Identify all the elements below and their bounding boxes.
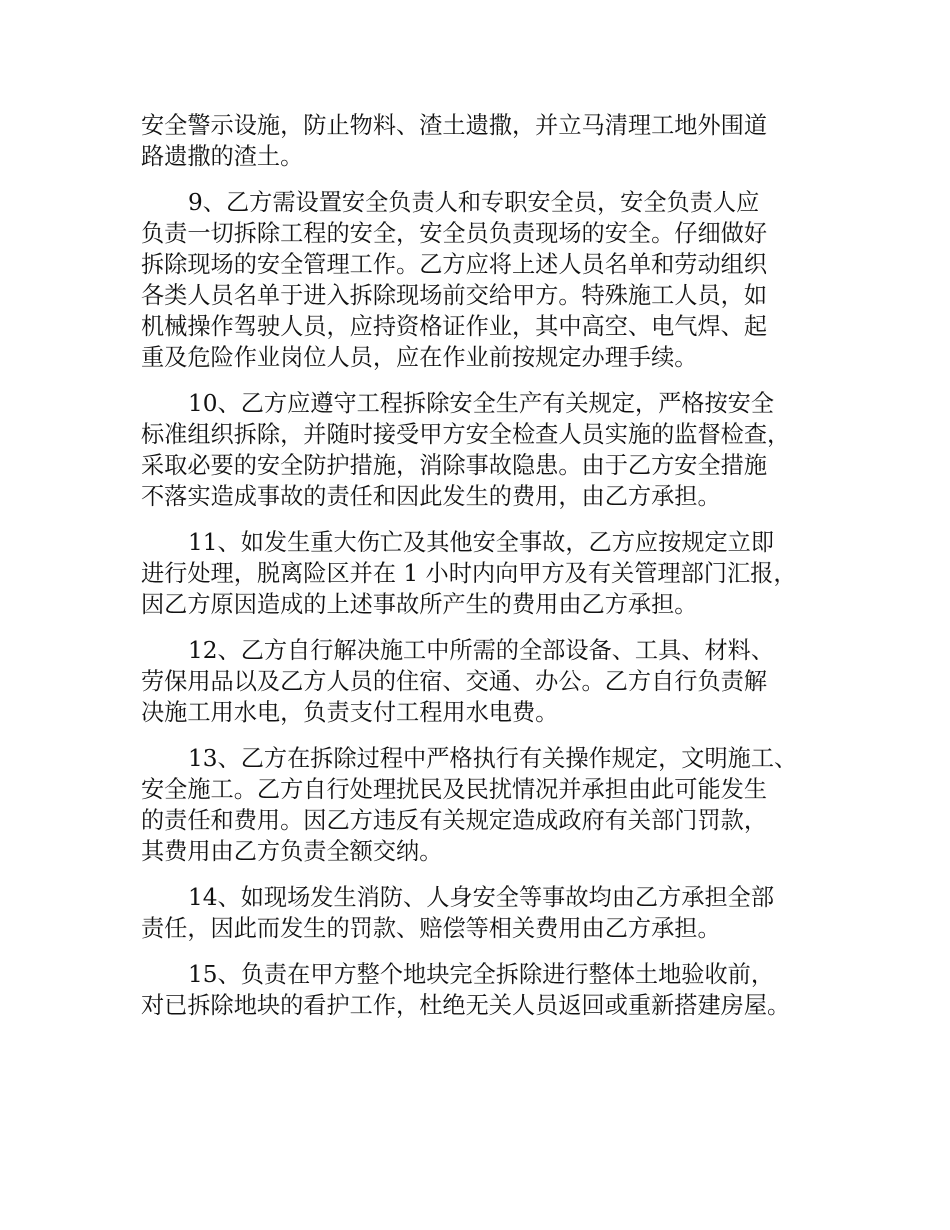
text-line: 14、如现场发生消防、人身安全等事故均由乙方承担全部	[188, 884, 775, 911]
text-line: 标准组织拆除，并随时接受甲方安全检查人员实施的监督检查，	[141, 421, 791, 448]
text-line: 15、负责在甲方整个地块完全拆除进行整体土地验收前，	[188, 961, 775, 988]
paragraph-continuation	[141, 110, 831, 172]
text-line: 负责一切拆除工程的安全，安全员负责现场的安全。仔细做好	[141, 220, 768, 247]
text-line: 安全施工。乙方自行处理扰民及民扰情况并承担由此可能发生	[141, 776, 768, 803]
paragraph-item-11	[141, 527, 831, 620]
text-line: 11、如发生重大伤亡及其他安全事故，乙方应按规定立即	[188, 529, 775, 556]
text-line: 责任，因此而发生的罚款、赔偿等相关费用由乙方承担。	[141, 915, 721, 942]
paragraph-item-10	[141, 388, 831, 512]
text-line: 采取必要的安全防护措施，消除事故隐患。由于乙方安全措施	[141, 452, 768, 479]
text-line: 其费用由乙方负责全额交纳。	[141, 838, 443, 865]
text-line: 重及危险作业岗位人员，应在作业前按规定办理手续。	[141, 344, 698, 371]
text-line: 各类人员名单于进入拆除现场前交给甲方。特殊施工人员，如	[141, 282, 768, 309]
text-line: 路遗撒的渣土。	[141, 143, 304, 170]
text-line: 安全警示设施，防止物料、渣土遗撒，并立马清理工地外围道	[141, 112, 768, 139]
text-line: 不落实造成事故的责任和因此发生的费用，由乙方承担。	[141, 483, 721, 510]
text-line: 因乙方原因造成的上述事故所产生的费用由乙方承担。	[141, 591, 698, 618]
document-body	[141, 110, 831, 1036]
paragraph-item-9	[141, 187, 831, 373]
text-line: 12、乙方自行解决施工中所需的全部设备、工具、材料、	[188, 637, 775, 664]
text-line: 13、乙方在拆除过程中严格执行有关操作规定，文明施工、	[188, 745, 798, 772]
text-line: 的责任和费用。因乙方违反有关规定造成政府有关部门罚款，	[141, 807, 768, 834]
text-line: 10、乙方应遵守工程拆除安全生产有关规定，严格按安全	[188, 390, 775, 417]
text-line: 9、乙方需设置安全负责人和专职安全员，安全负责人应	[188, 189, 760, 216]
paragraph-item-12	[141, 635, 831, 728]
paragraph-item-15	[141, 959, 831, 1021]
text-line: 决施工用水电，负责支付工程用水电费。	[141, 699, 559, 726]
text-line: 进行处理，脱离险区并在 1 小时内向甲方及有关管理部门汇报，	[141, 560, 797, 587]
paragraph-item-14	[141, 882, 831, 944]
text-line: 劳保用品以及乙方人员的住宿、交通、办公。乙方自行负责解	[141, 668, 768, 695]
text-line: 对已拆除地块的看护工作，杜绝无关人员返回或重新搭建房屋。	[141, 992, 791, 1019]
text-line: 拆除现场的安全管理工作。乙方应将上述人员名单和劳动组织	[141, 251, 768, 278]
paragraph-item-13	[141, 743, 831, 867]
text-line: 机械操作驾驶人员，应持资格证作业，其中高空、电气焊、起	[141, 313, 768, 340]
